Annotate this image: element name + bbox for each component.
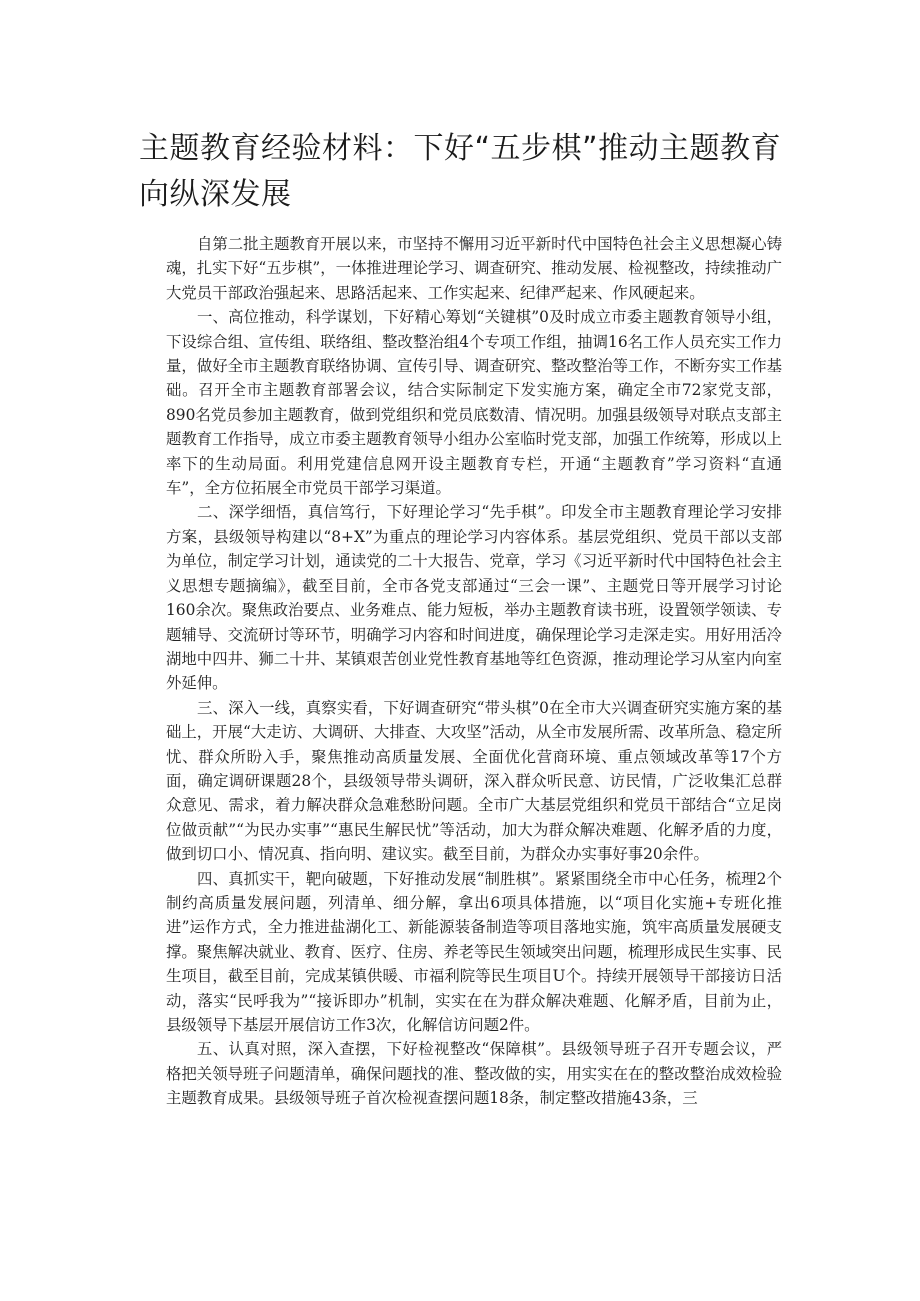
paragraph-intro: 自第二批主题教育开展以来，市坚持不懈用习近平新时代中国特色社会主义思想凝心铸魂，扎实下好“五步棋”，一体推进理论学习、调查研究、推动发展、检视整改，持续推动广大党员干部政治强起来、思路活起来、工作实起来、纪律严起来、作风硬起来。 <box>166 235 782 302</box>
paragraph-section-5: 五、认真对照，深入查摆，下好检视整改“保障棋”。县级领导班子召开专题会议，严格把关领导班子问题清单，确保问题找的准、整改做的实，用实实在在的整改整治成效检验主题教育成果。县级领导班子首次检视查摆问题18条，制定整改措施43条，三 <box>166 1040 782 1108</box>
paragraph-section-4: 四、真抓实干，靶向破题，下好推动发展“制胜棋”。紧紧围绕全市中心任务，梳理2个制约高质量发展问题，列清单、细分解，拿出6项具体措施，以“项目化实施+专班化推进”运作方式，全力推进盐湖化工、新能源装备制造等项目落地实施，筑牢高质量发展硬支撑。聚焦解决就业、教育、医疗、住房、养老等民生领域突出问题，梳理形成民生实事、民生项目，截至目前，完成某镇供暖、市福利院等民生项目U个。持续开展领导干部接访日活动，落实“民呼我为”“接诉即办”机制，实实在在为群众解决难题、化解矛盾，目前为止，县级领导下基层开展信访工作3次，化解信访问题2件。 <box>166 869 782 1034</box>
paragraph-section-1: 一、高位推动，科学谋划，下好精心筹划“关键棋”0及时成立市委主题教育领导小组，下设综合组、宣传组、联络组、整改整治组4个专项工作组，抽调16名工作人员充实工作力量，做好全市主题教育联络协调、宣传引导、调查研究、整改整治等工作，不断夯实工作基础。召开全市主题教育部署会议，结合实际制定下发实施方案，确定全市72家党支部，890名党员参加主题教育，做到党组织和党员底数清、情况明。加强县级领导对联点支部主题教育工作指导，成立市委主题教育领导小组办公室临时党支部，加强工作统筹，形成以上率下的生动局面。利用党建信息网开设主题教育专栏，开通“主题教育”学习资料“直通车”，全方位拓展全市党员干部学习渠道。 <box>166 308 782 498</box>
paragraph-section-3: 三、深入一线，真察实看，下好调查研究“带头棋”0在全市大兴调查研究实施方案的基础上，开展“大走访、大调研、大排查、大攻坚”活动，从全市发展所需、改革所急、稳定所忧、群众所盼入手，聚焦推动高质量发展、全面优化营商环境、重点领域改革等17个方面，确定调研课题28个，县级领导带头调研，深入群众听民意、访民情，广泛收集汇总群众意见、需求，着力解决群众急难愁盼问题。全市广大基层党组织和党员干部结合“立足岗位做贡献”“为民办实事”“惠民生解民忧”等活动，加大为群众解决难题、化解矛盾的力度，做到切口小、情况真、指向明、建议实。截至目前，为群众办实事好事20余件。 <box>166 698 782 864</box>
document-title: 主题教育经验材料：下好“五步棋”推动主题教育向纵深发展 <box>139 131 782 212</box>
document-body <box>166 232 782 1111</box>
paragraph-section-2: 二、深学细悟，真信笃行，下好理论学习“先手棋”。印发全市主题教育理论学习安排方案，县级领导构建以“8+X”为重点的理论学习内容体系。基层党组织、党员干部以支部为单位，制定学习计划，通读党的二十大报告、党章，学习《习近平新时代中国特色社会主义思想专题摘编》，截至目前，全市各党支部通过“三会一课”、主题党日等开展学习讨论160余次。聚焦政治要点、业务难点、能力短板，举办主题教育读书班，设置领学领读、专题辅导、交流研讨等环节，明确学习内容和时间进度，确保理论学习走深走实。用好用活冷湖地中四井、狮二十井、某镇艰苦创业党性教育基地等红色资源，推动理论学习从室内向室外延伸。 <box>166 503 782 693</box>
